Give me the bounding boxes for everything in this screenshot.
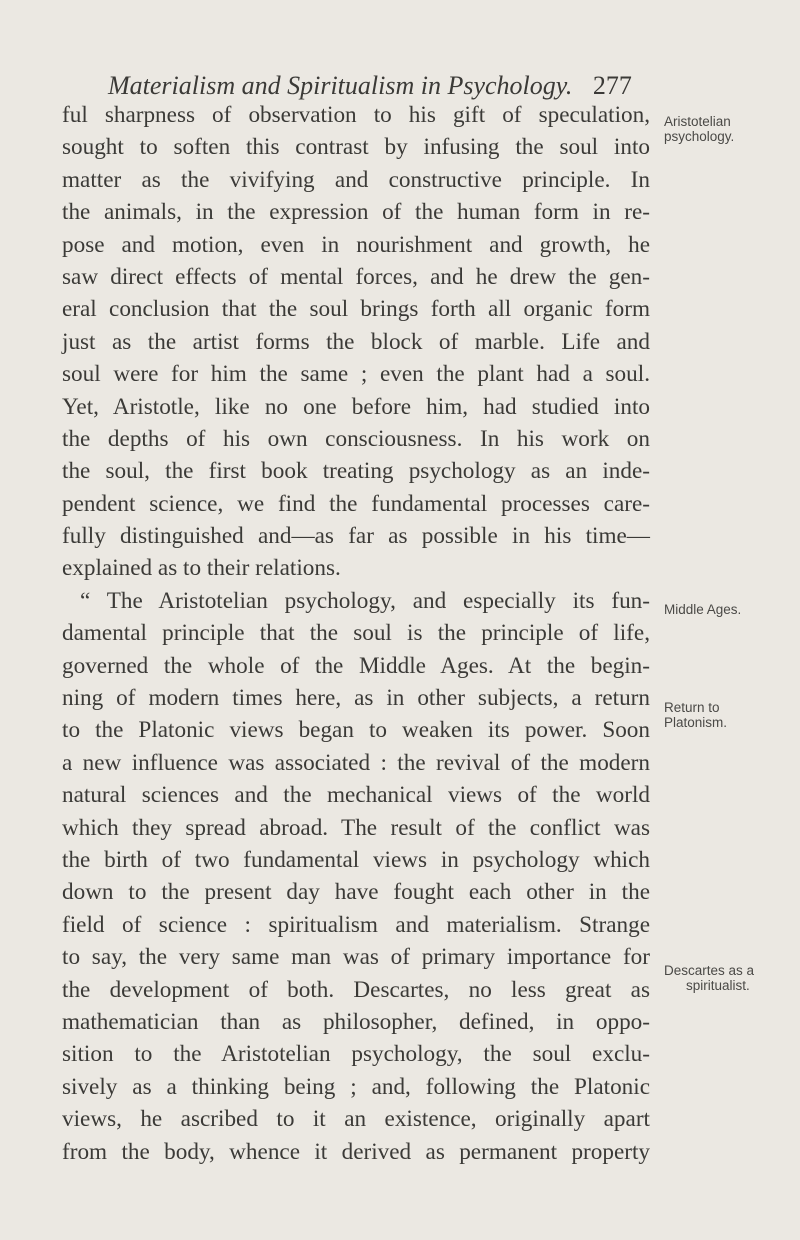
- text-line: the depths of his own consciousness. In his work on: [62, 425, 650, 452]
- text-line: pendent science, we find the fundamental processes care-: [62, 490, 650, 517]
- text-line: explained as to their relations.: [62, 555, 341, 582]
- text-line: which they spread abroad. The result of the conflict was: [62, 814, 650, 841]
- margin-note-return-platonism: [664, 700, 798, 730]
- text-line: ful sharpness of observation to his gift of speculation,: [62, 102, 650, 128]
- text-line: saw direct effects of mental forces, and he drew the gen-: [62, 263, 650, 290]
- margin-note-aristotelian: [664, 114, 798, 144]
- text-line: soul were for him the same ; even the plant had a soul.: [62, 361, 650, 388]
- running-header: [108, 70, 708, 102]
- text-line: sition to the Aristotelian psychology, the soul exclu-: [62, 1041, 650, 1068]
- text-line: sively as a thinking being ; and, following the Platonic: [62, 1073, 650, 1100]
- margin-note-line: Middle Ages.: [664, 602, 742, 617]
- text-line: field of science : spiritualism and materialism. Strange: [62, 911, 650, 938]
- text-line: to the Platonic views began to weaken its power. Soon: [62, 717, 650, 744]
- margin-note-middle-ages: [664, 602, 798, 617]
- text-line: down to the present day have fought each other in the: [62, 879, 650, 906]
- margin-note-line: Aristotelian: [664, 114, 731, 129]
- text-line: the birth of two fundamental views in psychology which: [62, 846, 650, 873]
- text-line: “ The Aristotelian psychology, and especially its fun-: [80, 587, 650, 614]
- text-line: ning of modern times here, as in other subjects, a return: [62, 685, 650, 712]
- margin-note-line: Platonism.: [664, 715, 728, 730]
- running-header-title: Materialism and Spiritualism in Psychology.: [108, 71, 573, 100]
- text-line: mathematician than as philosopher, defined, in oppo-: [62, 1008, 650, 1035]
- text-line: to say, the very same man was of primary importance for: [62, 944, 650, 971]
- text-line: just as the artist forms the block of marble. Life and: [62, 328, 650, 355]
- text-line: matter as the vivifying and constructive principle. In: [62, 166, 650, 193]
- margin-note-line: Descartes as a: [664, 963, 755, 978]
- margin-note-line: psychology.: [664, 129, 735, 144]
- text-line: the development of both. Descartes, no less great as: [62, 976, 650, 1003]
- text-line: eral conclusion that the soul brings forth all organic form: [62, 296, 650, 323]
- text-line: pose and motion, even in nourishment and growth, he: [62, 231, 650, 258]
- page-number: 277: [592, 71, 632, 100]
- text-line: from the body, whence it derived as permanent property: [62, 1138, 650, 1165]
- text-line: views, he ascribed to it an existence, originally apart: [62, 1106, 650, 1133]
- text-line: the soul, the first book treating psychology as an inde-: [62, 458, 650, 485]
- text-line: natural sciences and the mechanical views of the world: [62, 782, 650, 809]
- text-line: damental principle that the soul is the principle of life,: [62, 620, 650, 647]
- text-line: governed the whole of the Middle Ages. At the begin-: [62, 652, 650, 679]
- text-line: fully distinguished and—as far as possible in his time—: [62, 523, 650, 550]
- text-line: sought to soften this contrast by infusing the soul into: [62, 134, 650, 161]
- text-line: a new influence was associated : the revival of the modern: [62, 749, 650, 776]
- body-text: [62, 99, 650, 1168]
- text-line: Yet, Aristotle, like no one before him, had studied into: [62, 393, 650, 420]
- margin-note-line: Return to: [664, 700, 720, 715]
- text-line: the animals, in the expression of the human form in re-: [62, 199, 650, 226]
- margin-note-descartes: [664, 963, 798, 993]
- margin-note-line: spiritualist.: [686, 978, 750, 993]
